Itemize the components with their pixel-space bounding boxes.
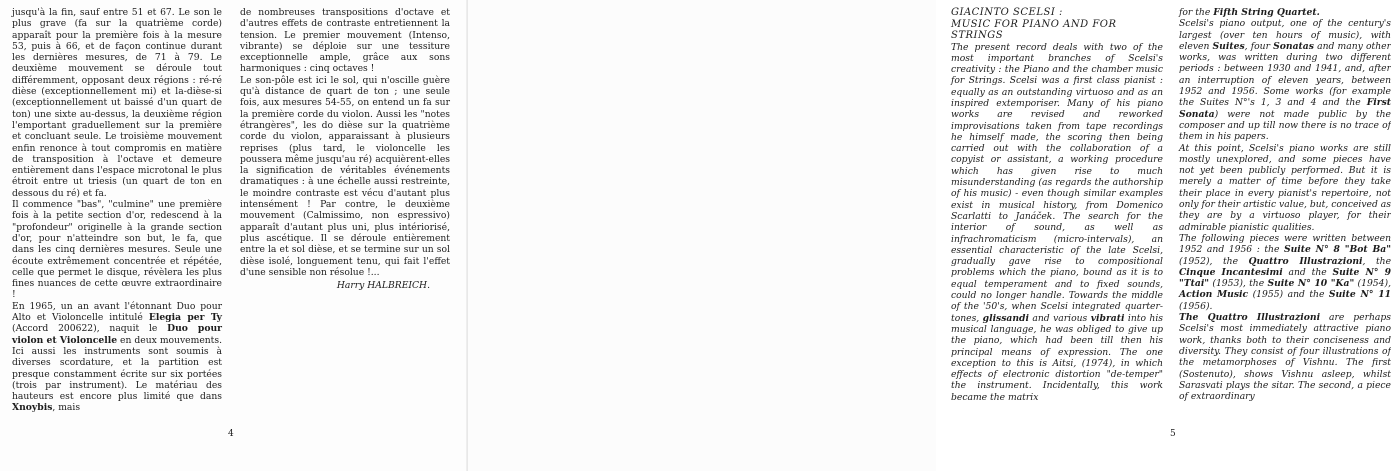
paragraph: En 1965, un an avant l'étonnant Duo pour Alto et Violoncelle intitulé Elegia per Ty (Accord 200622), naquit le Duo pour violon et Violoncelle en deux mouvements. Ici aussi les instruments sont soumis à diverses scordature, et la partition est presque constamment écrite sur six portées (trois par instrument). Le matériau des hauteurs est encore plus limité que dans Xnoybis, mais xyxy=(12,300,223,414)
paragraph: Scelsi's piano output, one of the century's largest (over ten hours of music), with eleven Suites, four Sonatas and many other works, was written during two different periods : between 1930 and 1941, and, after an interruption of eleven years, between 1952 and 1956. Some works (for example the Suites N°'s 1, 3 and 4 and the First Sonata) were not made public by the composer and up till now there is no trace of them in his papers. xyxy=(1179,18,1391,143)
page-number: 4 xyxy=(228,429,234,439)
paragraph: The Quattro Illustrazioni are perhaps Scelsi's most immediately attractive piano work, thanks both to their conciseness and diversity. They consist of four illustrations of the metamorphoses of Vishnu. The first (Sostenuto), shows Vishnu asleep, whilst Sarasvati plays the sitar. The second, a piece of extraordinary xyxy=(1179,312,1391,403)
page-left xyxy=(0,0,468,471)
page-right xyxy=(468,0,1391,471)
work-title: Elegia per Ty xyxy=(148,312,222,324)
paragraph: The present record deals with two of the most important branches of Scelsi's creativity : the Piano and the chamber music for Strings. Scelsi was a first class pianist : equally as an outstanding virtuoso and as an inspired extemporiser. Many of his piano works are revised and reworked improvisations taken from tape recordings he himself made, the scoring then being carried out with the collaboration of a copyist or assistant, a working procedure which has given rise to much misunderstanding (as regards the authorship of his music) - even though similar examples exist in musical history, from Domenico Scarlatti to Janáček. The search for the interior of sound, as well as infrachromaticism (micro-intervals), an essential characteristic of the late Scelsi, gradually gave rise to compositional problems which the piano, bound as it is to equal temperament and to fixed sounds, could no longer handle. Towards the middle of the '50's, when Scelsi integrated quarter-tones, glissandi and various vibrati into his musical language, he was obliged to give up the piano, which had been till then his principal means of expression. The one exception to this is Aitsi, (1974), in which effects of electronic distortion "de-temper" the instrument. Incidentally, this work became the matrix xyxy=(951,41,1164,403)
paragraph: jusqu'à la fin, sauf entre 51 et 67. Le son le plus grave (fa sur la quatrième corde) apparaît pour la première fois à la mesure 53, puis à 66, et de façon continue durant les dernières mesures, de 71 à 79. Le deuxième mouvement se déroule tout différemment, opposant deux régions : ré-ré dièse (exceptionnellement mi) et la-dièse-si (exceptionnellement ut baissé d'un quart de ton) une sixte au-dessus, la deuxième région l'emportant graduellement sur la première et concluant seule. Le troisième mouvement enfin renonce à tout compromis en matière de transposition à l'octave et demeure entièrement dans l'espace microtonal le plus étroit entre ut triesis (un quart de ton en dessous du ré) et fa. xyxy=(12,7,222,199)
column-2 xyxy=(240,7,450,291)
paragraph: for the Fifth String Quartet. xyxy=(1179,7,1320,18)
column-4 xyxy=(1179,7,1391,402)
paragraph: de nombreuses transpositions d'octave et d'autres effets de contraste entretiennent la tension. Le premier mouvement (Intenso, vibrante) se déploie sur une tessiture exceptionnelle ample, grâce aux sons harmoniques : cinq octaves ! xyxy=(240,7,450,75)
paragraph: Il commence "bas", "culmine" une première fois à la petite section d'or, redescend à la "profondeur" originelle à la grande section d'or, pour n'atteindre son but, le fa, que dans les cinq dernières mesures. Seule une écoute extrêmement concentrée et répétée, celle que permet le disque, révèlera les plus fines nuances de cette œuvre extraordinaire ! xyxy=(12,199,222,301)
column-1 xyxy=(12,7,222,414)
paragraph: At this point, Scelsi's piano works are still mostly unexplored, and some pieces have not yet been publicly performed. But it is merely a matter of time before they take their place in every pianist's repertoire, not only for their artistic value, but, conceived as they are by a virtuoso player, for their admirable pianistic qualities. xyxy=(1179,142,1391,233)
work-title: Duo pour violon et Violoncelle xyxy=(12,323,223,346)
paragraph: Le son-pôle est ici le sol, qui n'oscille guère qu'à distance de quart de ton ; une seule fois, aux mesures 54-55, on entend un fa sur la première corde du violon. Aussi les "notes étrangères", les do dièse sur la quatrième corde du violon, apparaissant à plusieurs reprises (plus tard, le violoncelle les poussera même jusqu'au ré) acquièrent-elles la signification de véritables événements dramatiques : à une échelle aussi restreinte, le moindre contraste est vécu d'autant plus intensément ! Par contre, le deuxième mouvement (Calmissimo, non espressivo) apparaît d'autant plus uni, plus intériorisé, plus ascétique. Il se déroule entièrement entre la et sol dièse, et se termine sur un sol dièse isolé, longuement tenu, qui fait l'effet d'une sensible non résolue !... xyxy=(240,74,450,278)
author-signature: Harry HALBREICH. xyxy=(336,280,430,292)
article-heading: GIACINTO SCELSI : MUSIC FOR PIANO AND FOR STRINGS xyxy=(951,7,1117,41)
column-3 xyxy=(951,7,1163,403)
paragraph: The following pieces were written between 1952 and 1956 : the Suite N° 8 "Bot Ba" (1952), the Quattro Illustrazioni, the Cinque Incantesimi and the Suite N° 9 "Ttai" (1953), the Suite N° 10 "Ka" (1954), Action Music (1955) and the Suite N° 11 (1956). xyxy=(1179,232,1391,312)
work-title: Xnoybis xyxy=(12,402,53,414)
page-number: 5 xyxy=(1170,429,1176,439)
